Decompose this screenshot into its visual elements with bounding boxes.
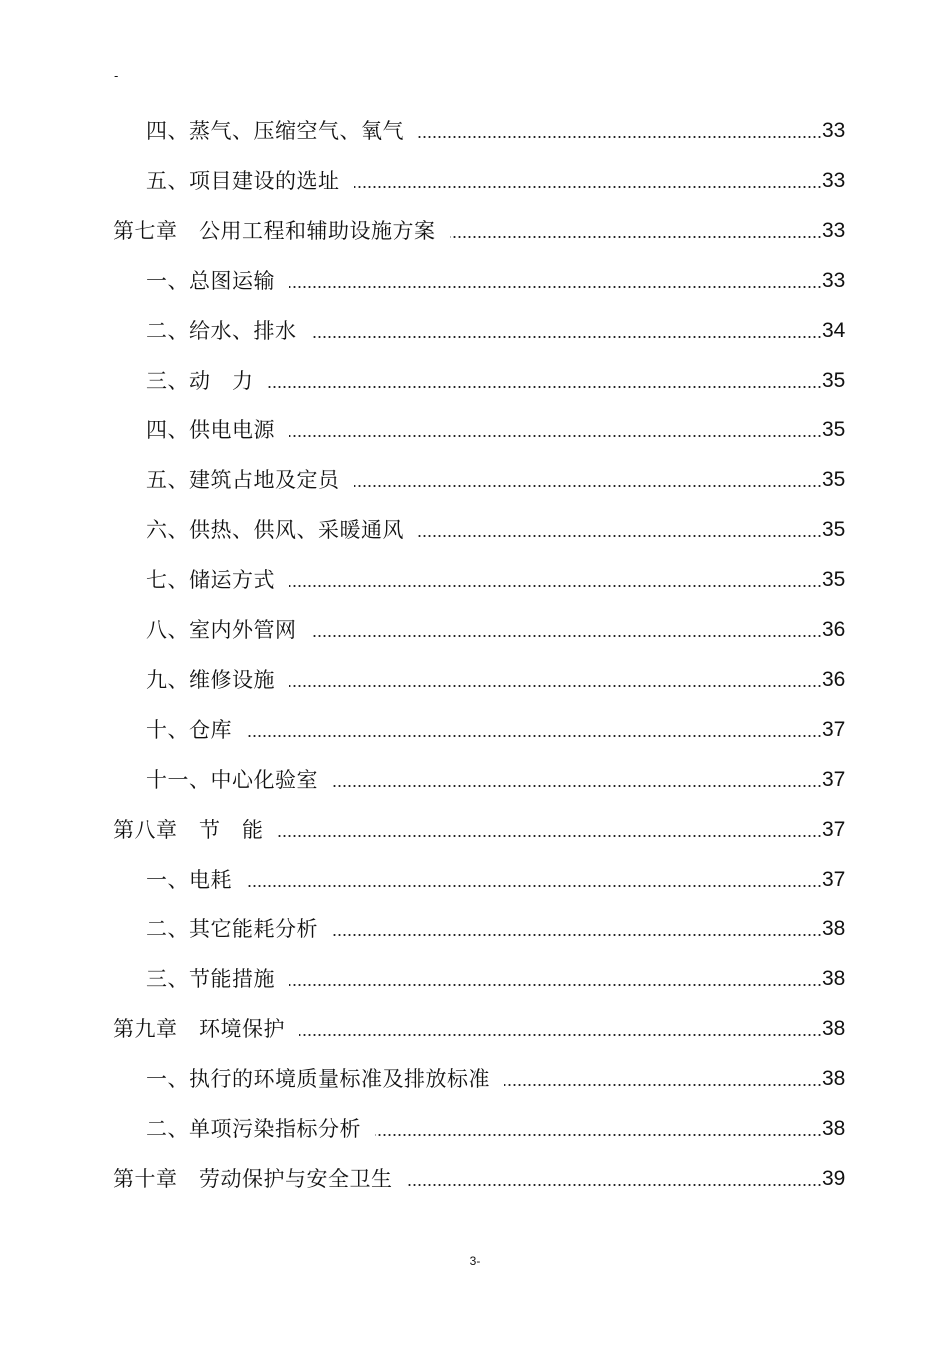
toc-entry-page: 38	[822, 1067, 846, 1090]
toc-dot-leader	[289, 684, 822, 688]
toc-entry-title: 四、蒸气、压缩空气、氧气	[146, 119, 404, 143]
toc-entry[interactable]	[0, 1104, 950, 1154]
page-number: 3-	[469, 1254, 481, 1268]
toc-dot-leader	[418, 534, 822, 538]
toc-entry[interactable]	[0, 106, 950, 156]
toc-dot-leader	[407, 1183, 822, 1187]
toc-entry-title: 二、其它能耗分析	[146, 917, 318, 941]
toc-entry-page: 35	[822, 518, 846, 541]
toc-entry[interactable]	[0, 555, 950, 605]
toc-entry-page: 33	[822, 119, 846, 142]
toc-entry[interactable]	[0, 605, 950, 655]
toc-entry[interactable]	[0, 306, 950, 356]
toc-dot-leader	[354, 185, 822, 189]
toc-dot-leader	[450, 235, 822, 239]
toc-dot-leader	[289, 434, 822, 438]
toc-dot-leader	[246, 734, 822, 738]
toc-dot-leader	[289, 285, 822, 289]
toc-entry-page: 38	[822, 917, 846, 940]
toc-entry-title: 一、电耗	[146, 868, 232, 892]
toc-dot-leader	[375, 1133, 822, 1137]
toc-dot-leader	[504, 1083, 822, 1087]
toc-dot-leader	[354, 484, 822, 488]
toc-entry-title: 十、仓库	[146, 718, 232, 742]
toc-entry-title: 四、供电电源	[146, 418, 275, 442]
toc-entry[interactable]	[0, 954, 950, 1004]
toc-entry-title: 九、维修设施	[146, 668, 275, 692]
toc-entry[interactable]	[0, 405, 950, 455]
toc-entry[interactable]	[0, 1154, 950, 1204]
toc-entry-page: 35	[822, 468, 846, 491]
toc-entry[interactable]	[0, 655, 950, 705]
toc-entry-page: 38	[822, 967, 846, 990]
toc-entry[interactable]	[0, 855, 950, 905]
toc-entry-page: 33	[822, 169, 846, 192]
toc-entry-title: 第九章 环境保护	[113, 1017, 285, 1041]
toc-dot-leader	[311, 335, 822, 339]
toc-entry[interactable]	[0, 356, 950, 406]
toc-dot-leader	[268, 385, 822, 389]
header-mark: -	[114, 69, 119, 83]
toc-entry-page: 33	[822, 219, 846, 242]
toc-entry[interactable]	[0, 904, 950, 954]
toc-dot-leader	[311, 634, 822, 638]
toc-entry[interactable]	[0, 755, 950, 805]
toc-entry-title: 八、室内外管网	[146, 618, 297, 642]
toc-entry[interactable]	[0, 206, 950, 256]
toc-entry[interactable]	[0, 256, 950, 306]
toc-entry-title: 五、建筑占地及定员	[146, 468, 340, 492]
toc-entry-page: 37	[822, 868, 846, 891]
toc-entry-title: 三、节能措施	[146, 967, 275, 991]
toc-dot-leader	[246, 884, 822, 888]
toc-entry-title: 二、单项污染指标分析	[146, 1117, 361, 1141]
toc-dot-leader	[289, 983, 822, 987]
toc-dot-leader	[332, 933, 822, 937]
toc-entry-page: 34	[822, 319, 846, 342]
toc-entry-page: 33	[822, 269, 846, 292]
toc-entry-title: 五、项目建设的选址	[146, 169, 340, 193]
toc-dot-leader	[278, 834, 822, 838]
toc-entry-page: 38	[822, 1017, 846, 1040]
toc-entry-title: 第八章 节 能	[113, 818, 264, 842]
toc-entry-title: 十一、中心化验室	[146, 768, 318, 792]
toc-dot-leader	[289, 584, 822, 588]
toc-entry-title: 第十章 劳动保护与安全卫生	[113, 1167, 393, 1191]
toc-entry-title: 三、动 力	[146, 369, 254, 393]
toc-dot-leader	[299, 1033, 822, 1037]
toc-entry[interactable]	[0, 505, 950, 555]
toc-entry-page: 36	[822, 668, 846, 691]
toc-entry[interactable]	[0, 156, 950, 206]
toc-entry-page: 38	[822, 1117, 846, 1140]
toc-entry-page: 37	[822, 768, 846, 791]
toc-entry[interactable]	[0, 705, 950, 755]
toc-dot-leader	[332, 784, 822, 788]
toc-entry-page: 35	[822, 369, 846, 392]
toc-entry-page: 35	[822, 568, 846, 591]
toc-entry-page: 36	[822, 618, 846, 641]
toc-entry-title: 六、供热、供风、采暖通风	[146, 518, 404, 542]
toc-entry-page: 37	[822, 818, 846, 841]
toc-entry[interactable]	[0, 805, 950, 855]
toc-entry-page: 35	[822, 418, 846, 441]
toc-entry-page: 37	[822, 718, 846, 741]
toc-entry-title: 二、给水、排水	[146, 319, 297, 343]
toc-entry-title: 第七章 公用工程和辅助设施方案	[113, 219, 436, 243]
toc-entry-page: 39	[822, 1167, 846, 1190]
toc-entry-title: 七、储运方式	[146, 568, 275, 592]
toc-entry-title: 一、总图运输	[146, 269, 275, 293]
toc-entry[interactable]	[0, 1054, 950, 1104]
toc-dot-leader	[418, 135, 822, 139]
toc-entry-title: 一、执行的环境质量标准及排放标准	[146, 1067, 490, 1091]
toc-entry[interactable]	[0, 1004, 950, 1054]
toc-entry[interactable]	[0, 455, 950, 505]
